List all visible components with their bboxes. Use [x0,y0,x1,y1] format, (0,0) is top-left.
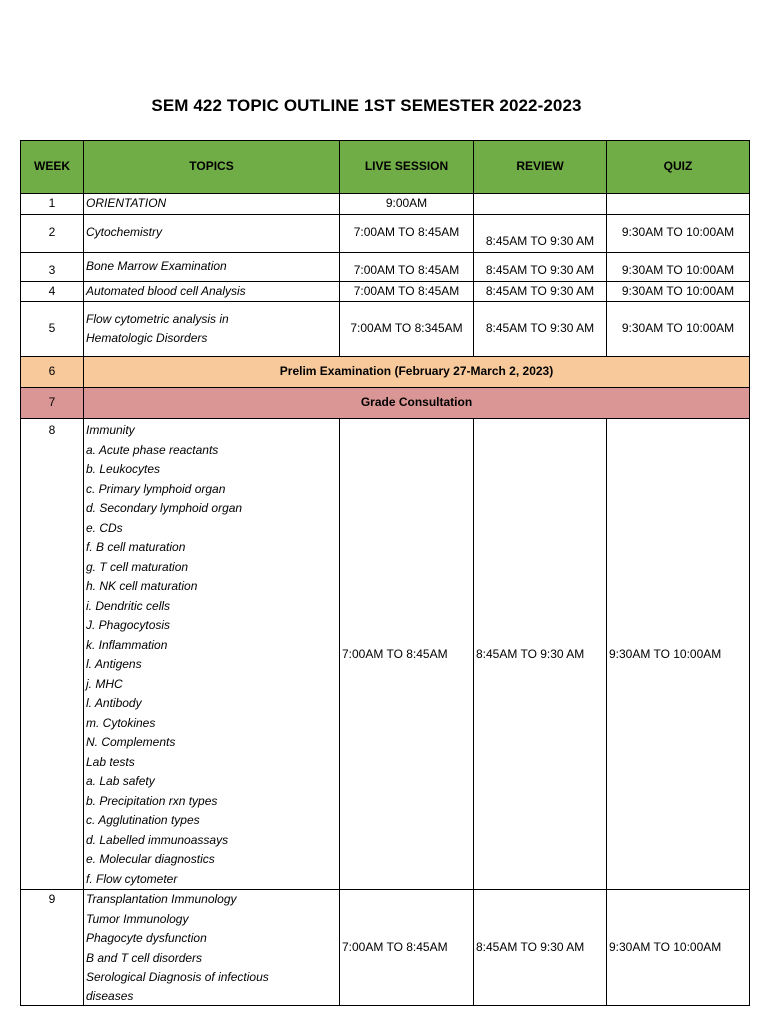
topic-line: B and T cell disorders [86,950,203,965]
topic-line: e. Molecular diagnostics [86,852,215,866]
topic-line: l. Antigens [86,657,142,671]
table-row [21,194,750,215]
topic-line: f. B cell maturation [86,540,186,554]
review-cell: 8:45AM TO 9:30 AM [474,419,607,890]
topic-cell: Automated blood cell Analysis [84,281,340,302]
header-topics: TOPICS [84,141,340,194]
review-cell: 8:45AM TO 9:30 AM [474,890,607,1006]
live-session-cell: 7:00AM TO 8:45AM [340,214,474,252]
topic-line: Tumor Immunology [86,911,189,926]
topic-line: a. Lab safety [86,774,155,788]
live-session-cell: 7:00AM TO 8:345AM [340,302,474,357]
topic-line: Serological Diagnosis of infectious [86,970,269,984]
topic-line: diseases [86,988,134,1003]
week-cell: 6 [21,357,84,388]
topic-cell: Bone Marrow Examination [84,252,340,281]
week-cell: 8 [21,419,84,890]
review-cell: 8:45AM TO 9:30 AM [474,214,607,252]
review-cell: 8:45AM TO 9:30 AM [474,252,607,281]
topic-line: l. Antibody [86,696,142,710]
week-cell: 1 [21,194,84,215]
quiz-cell: 9:30AM TO 10:00AM [607,252,750,281]
week-cell: 3 [21,252,84,281]
live-session-cell: 7:00AM TO 8:45AM [340,419,474,890]
live-session-cell: 9:00AM [340,194,474,215]
table-row [21,252,750,281]
quiz-cell: 9:30AM TO 10:00AM [607,281,750,302]
live-session-cell: 7:00AM TO 8:45AM [340,281,474,302]
topic-line: h. NK cell maturation [86,579,198,593]
table-row [21,419,750,890]
topic-line: d. Labelled immunoassays [86,832,229,847]
table-row [21,302,750,357]
topic-line: c. Primary lymphoid organ [86,481,226,496]
week-cell: 9 [21,890,84,1006]
header-row [21,141,750,194]
topic-outline-table [20,140,750,1006]
live-session-cell: 7:00AM TO 8:45AM [340,252,474,281]
review-cell [474,194,607,215]
topic-line: k. Inflammation [86,637,168,652]
topic-line: Hematologic Disorders [86,331,208,345]
week-cell: 7 [21,388,84,419]
topic-line: c. Agglutination types [86,813,200,827]
prelim-row [21,357,750,388]
quiz-cell [607,194,750,215]
topic-cell: Cytochemistry [84,214,340,252]
topic-line: d. Secondary lymphoid organ [86,501,243,515]
review-cell: 8:45AM TO 9:30 AM [474,281,607,302]
table-row [21,214,750,252]
topic-cell: ORIENTATION [84,194,340,215]
header-review: REVIEW [474,141,607,194]
quiz-cell: 9:30AM TO 10:00AM [607,419,750,890]
topic-line: Flow cytometric analysis in [86,311,229,326]
topic-line: f. Flow cytometer [86,871,178,886]
document-title: SEM 422 TOPIC OUTLINE 1ST SEMESTER 2022-2023 [151,96,582,115]
topic-list-cell [84,419,340,890]
table-row [21,281,750,302]
topic-line: m. Cytokines [86,715,156,730]
week-cell: 5 [21,302,84,357]
topic-line: i. Dendritic cells [86,598,171,613]
topic-line: e. CDs [86,520,123,535]
topic-line: Immunity [86,423,135,437]
topic-line: Lab tests [86,754,135,769]
header-live-session: LIVE SESSION [340,141,474,194]
topic-line: b. Precipitation rxn types [86,793,218,808]
review-cell: 8:45AM TO 9:30 AM [474,302,607,357]
live-session-cell: 7:00AM TO 8:45AM [340,890,474,1006]
topic-line: J. Phagocytosis [86,618,171,632]
topic-line: j. MHC [86,676,123,691]
grade-consultation-row [21,388,750,419]
topic-list-cell [84,890,340,1006]
header-week: WEEK [21,141,84,194]
topic-line: Transplantation Immunology [86,892,237,906]
topic-line: Phagocyte dysfunction [86,931,207,945]
quiz-cell: 9:30AM TO 10:00AM [607,890,750,1006]
table-row [21,890,750,1006]
quiz-cell: 9:30AM TO 10:00AM [607,214,750,252]
topic-line: N. Complements [86,735,176,749]
topic-line: a. Acute phase reactants [86,442,219,457]
prelim-examination-cell: Prelim Examination (February 27-March 2, 2023) [84,357,750,388]
header-quiz: QUIZ [607,141,750,194]
week-cell: 2 [21,214,84,252]
week-cell: 4 [21,281,84,302]
topic-line: g. T cell maturation [86,559,189,574]
topic-line: b. Leukocytes [86,462,161,476]
topic-cell [84,302,340,357]
grade-consultation-cell: Grade Consultation [84,388,750,419]
quiz-cell: 9:30AM TO 10:00AM [607,302,750,357]
